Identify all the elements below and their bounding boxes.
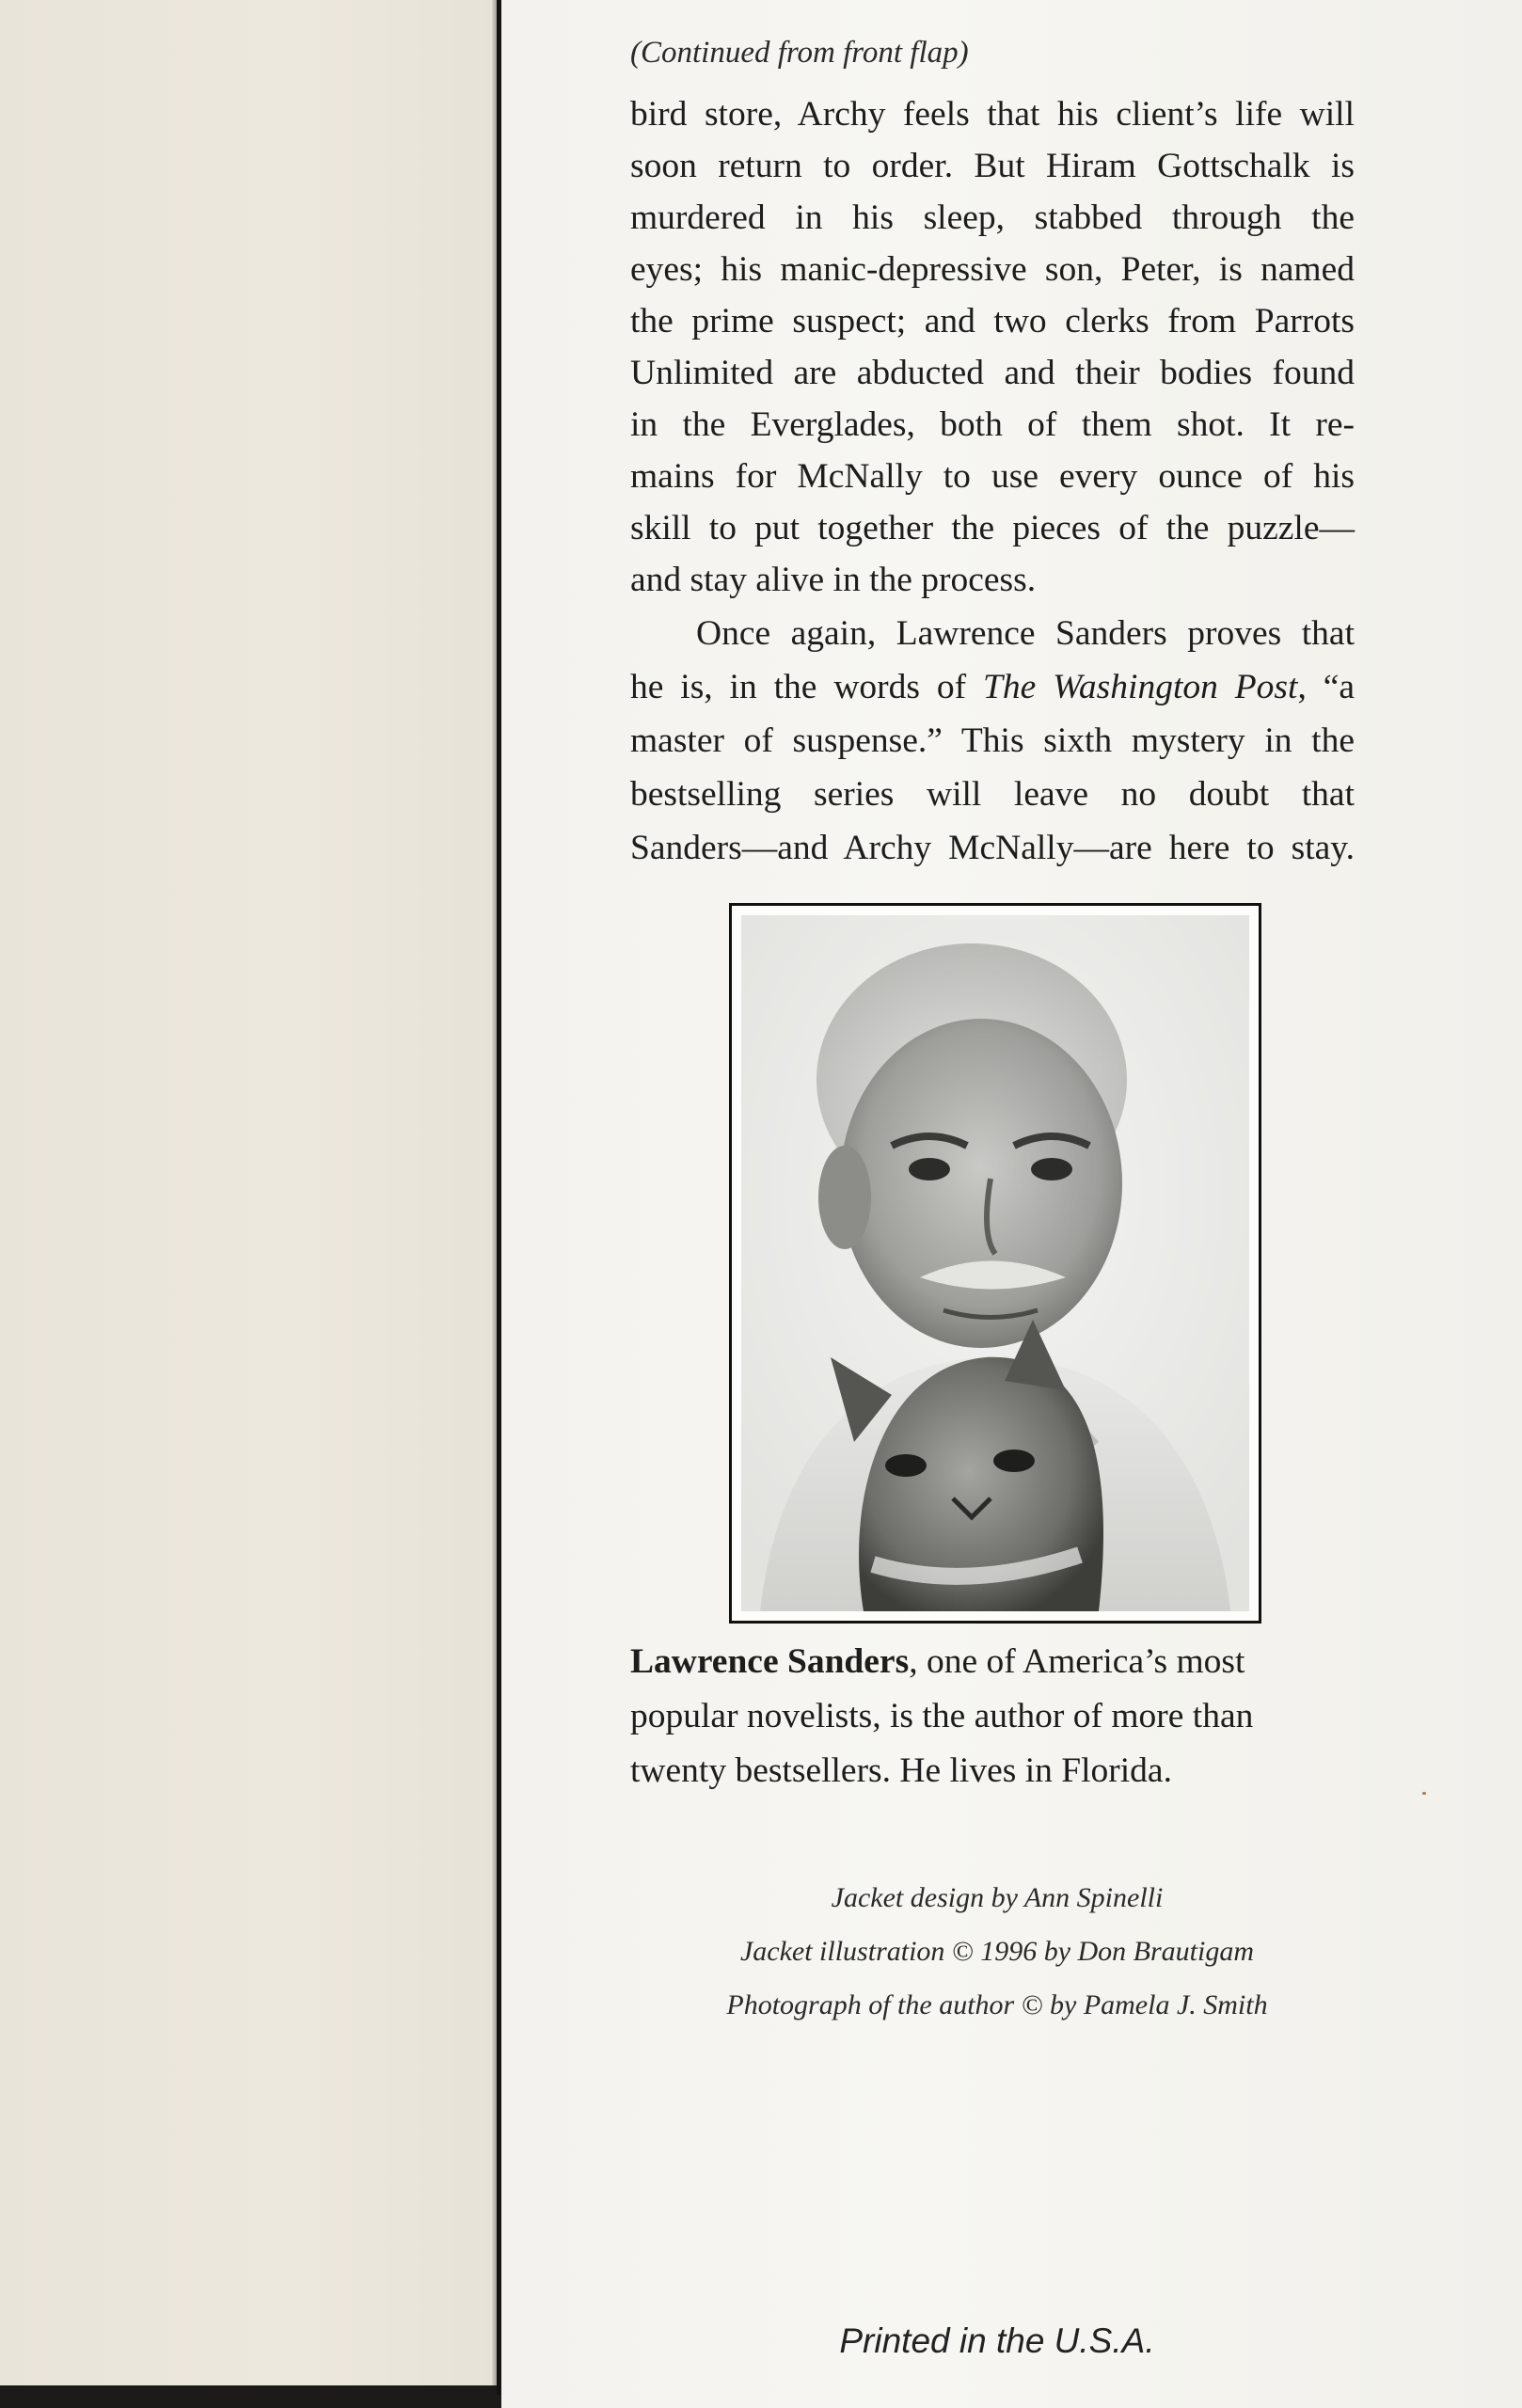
flap-text-line — [630, 670, 1355, 705]
flap-text-line: Unlimited are abducted and their bodies found — [630, 354, 1355, 392]
author-bio-line: twenty bestsellers. He lives in Florida. — [630, 1751, 1172, 1790]
text-segment: , “a — [1297, 668, 1355, 706]
flap-text-line: mains for McNally to use every ounce of his — [630, 457, 1355, 496]
flap-text-line: and stay alive in the process. — [630, 561, 1037, 599]
flap-text-line: soon return to order. But Hiram Gottschalk is — [630, 147, 1355, 185]
author-bio-line — [630, 1644, 1364, 1680]
text-segment: he is, in the words of — [630, 668, 983, 706]
flap-text-line: skill to put together the pieces of the puzzle— — [630, 509, 1355, 547]
jacket-illustration-credit: Jacket illustration © 1996 by Don Brautigam — [739, 1936, 1255, 1967]
author-name: Lawrence Sanders — [630, 1642, 910, 1681]
flap-text-line: Sanders—and Archy McNally—are here to stay. — [630, 829, 1355, 867]
printed-in-note: Printed in the U.S.A. — [839, 2321, 1155, 2360]
flap-text-line: bestselling series will leave no doubt that — [630, 775, 1355, 814]
publication-title: The Washington Post — [983, 668, 1298, 706]
flap-text-line: eyes; his manic-depressive son, Peter, is named — [630, 250, 1355, 289]
author-photo — [729, 903, 1261, 1624]
background-strip — [0, 2385, 497, 2408]
author-portrait-illustration — [741, 915, 1249, 1611]
author-bio-line: popular novelists, is the author of more than — [630, 1697, 1254, 1735]
flap-text-line: the prime suspect; and two clerks from Parrots — [630, 302, 1355, 341]
flap-text-line: bird store, Archy feels that his client’s life will — [630, 95, 1355, 134]
jacket-design-credit: Jacket design by Ann Spinelli — [831, 1882, 1164, 1913]
flap-text-line: master of suspense.” This sixth mystery in the — [630, 721, 1355, 760]
continued-note: (Continued from front flap) — [630, 36, 969, 70]
inner-cover-page — [0, 0, 497, 2385]
flap-text-line: in the Everglades, both of them shot. It re- — [630, 405, 1355, 444]
flap-text-line: murdered in his sleep, stabbed through the — [630, 198, 1355, 237]
text-segment: , one of America’s most — [909, 1642, 1245, 1681]
photo-credit: Photograph of the author © by Pamela J. Smith — [726, 1989, 1268, 2020]
flap-text-line: Once again, Lawrence Sanders proves that — [696, 614, 1355, 653]
paper-speck — [1422, 1792, 1426, 1795]
